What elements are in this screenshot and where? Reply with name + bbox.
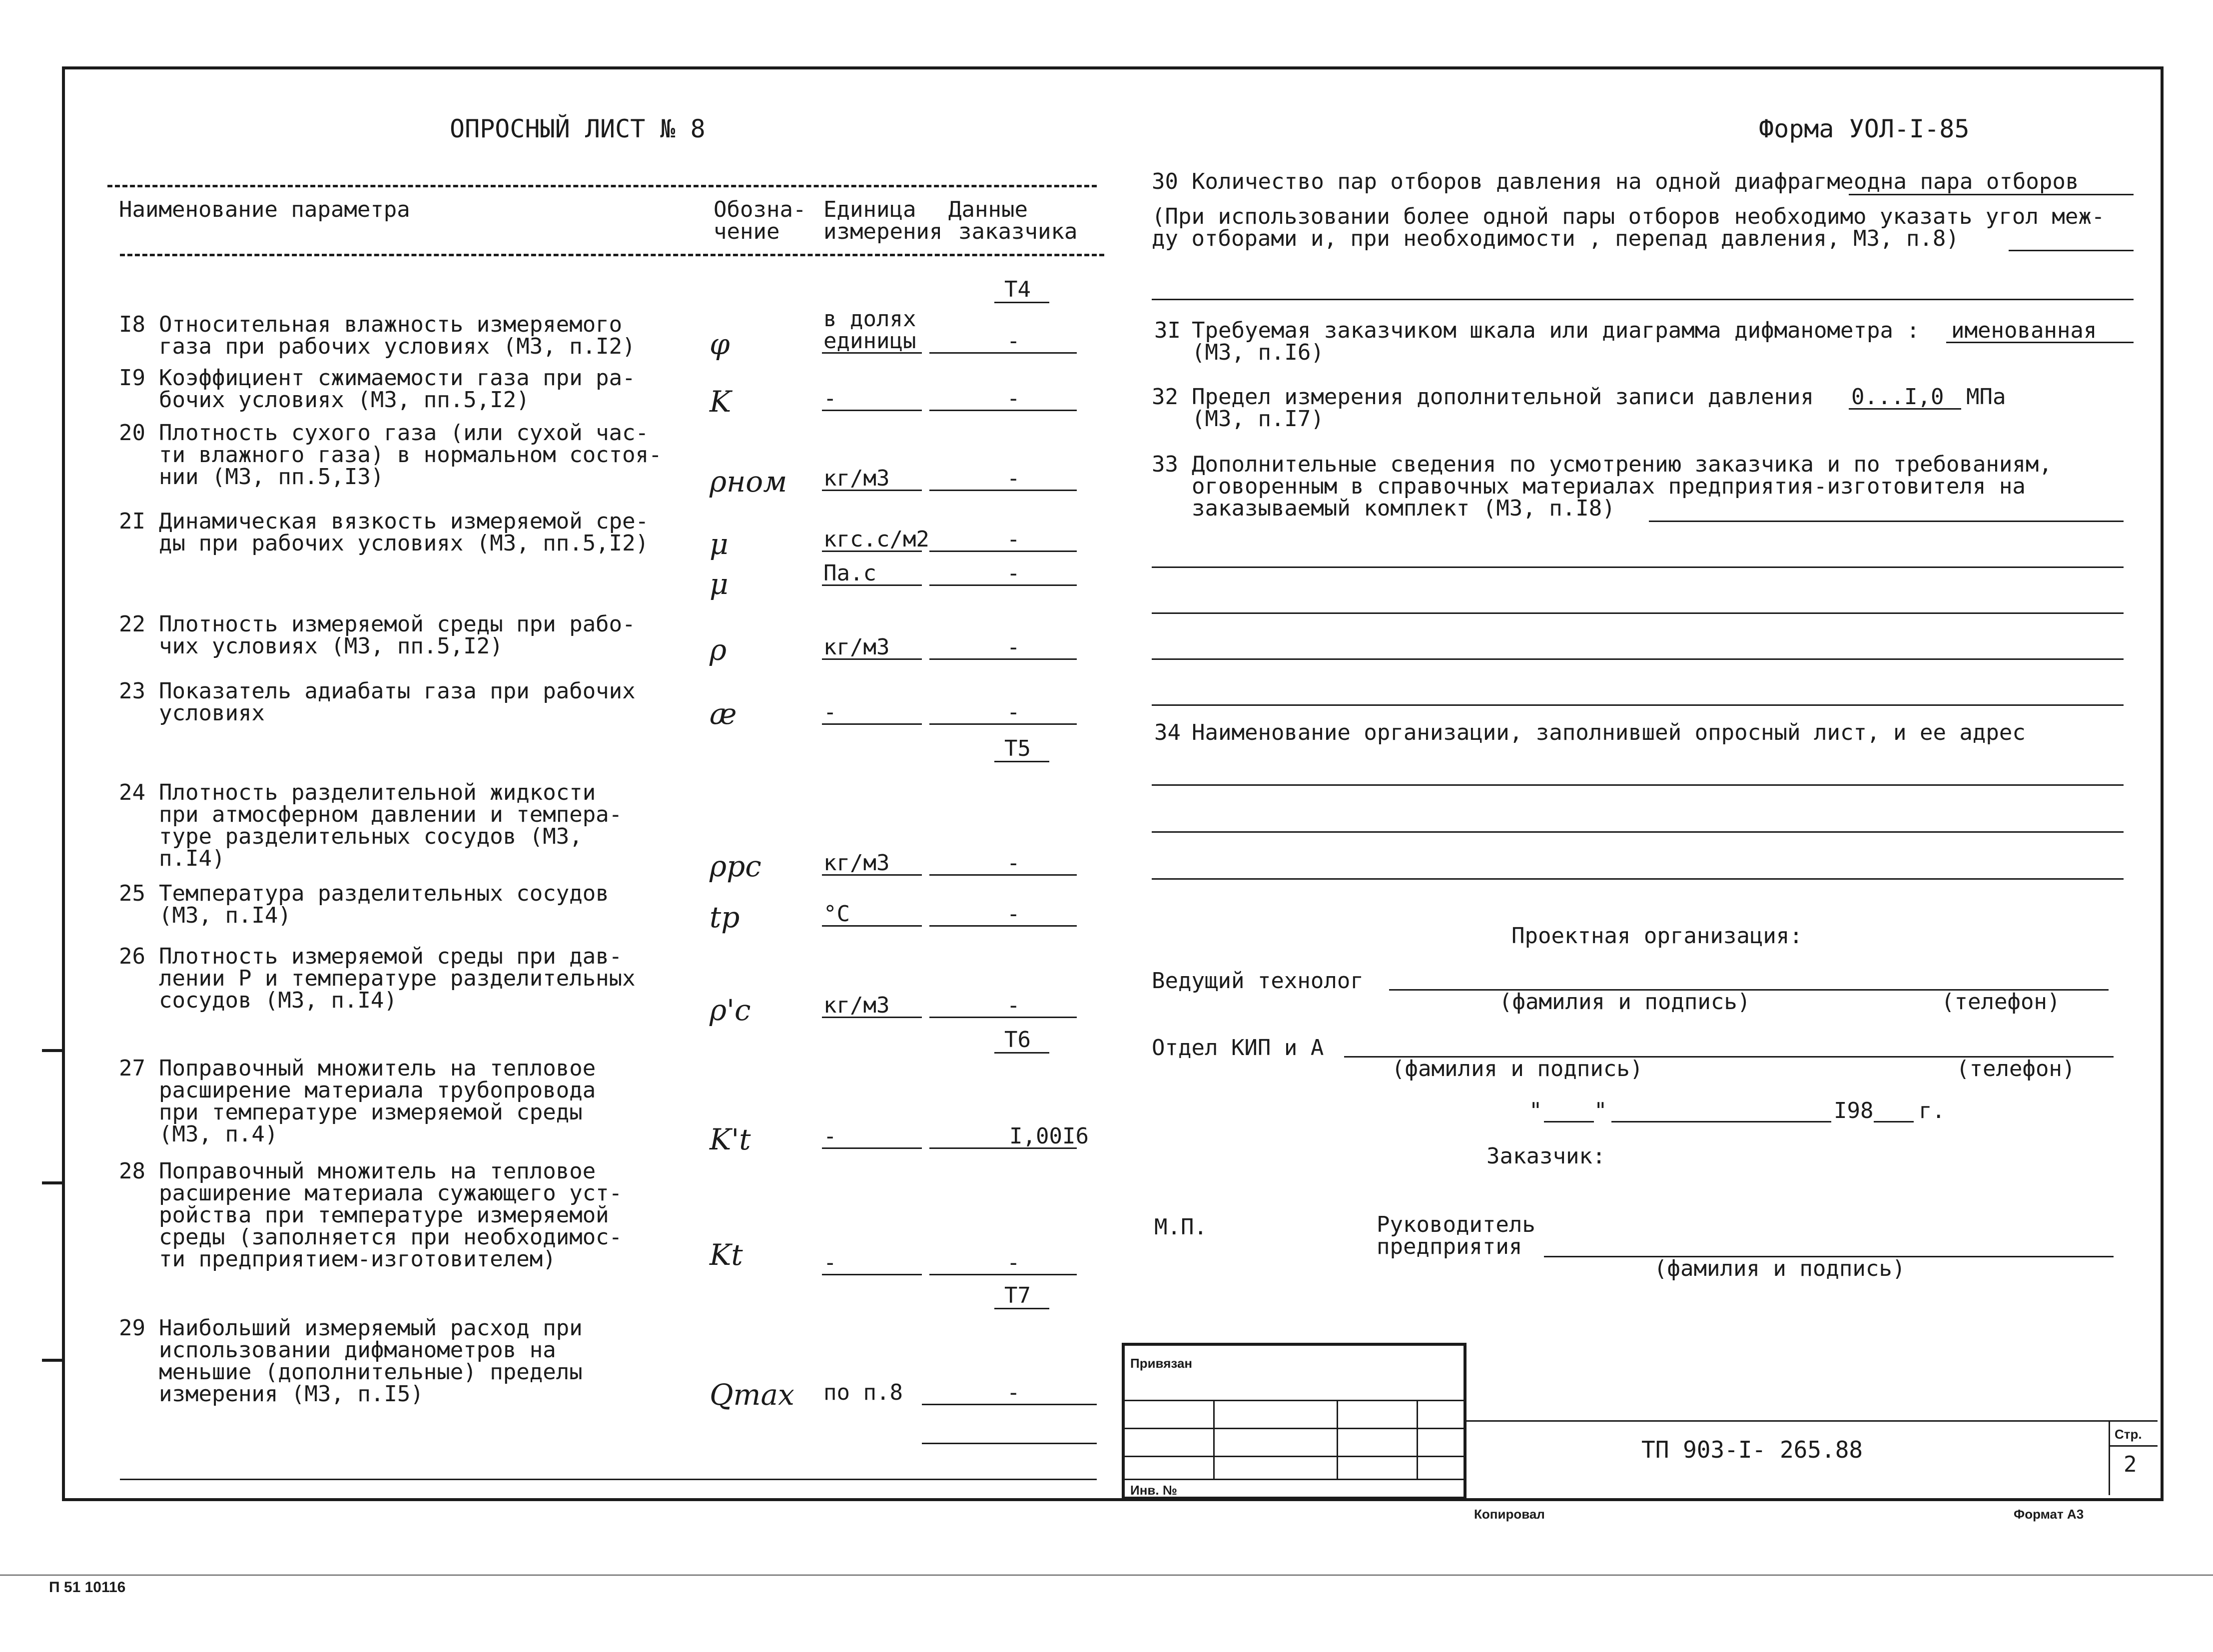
stamp-grid [1213, 1400, 1215, 1479]
row-value[interactable]: - [1007, 850, 1020, 876]
row-param-text: туре разделительных сосудов (МЗ, [159, 824, 583, 849]
row-unit-rule [822, 1017, 922, 1018]
row-symbol: Qmax [710, 1378, 794, 1412]
item-34-blank[interactable] [1152, 831, 2124, 833]
lead-technologist-label: Ведущий технолог [1152, 968, 1364, 994]
row-param-text: ды при рабочих условиях (МЗ, пп.5,I2) [159, 531, 649, 556]
row-param-text: газа при рабочих условиях (МЗ, п.I2) [159, 334, 636, 359]
row-param-text: условиях [159, 700, 265, 726]
row-unit: кг/м3 [823, 466, 890, 491]
stamp-grid [1417, 1400, 1418, 1479]
row-number: 2I [119, 509, 145, 534]
col-header-unit: измерения [823, 219, 943, 244]
date-year-prefix: I98 [1834, 1098, 1874, 1123]
item-33-text: заказываемый комплект (МЗ, п.I8) [1192, 496, 1615, 521]
page-box-divider [2109, 1420, 2110, 1495]
row-unit: °С [823, 901, 850, 927]
date-day-line[interactable] [1544, 1121, 1594, 1122]
format-label: Формат А3 [2014, 1507, 2084, 1522]
row-param-text: ройства при температуре измеряемой [159, 1202, 609, 1228]
table-label-rule [994, 1052, 1049, 1054]
row-value-rule [929, 410, 1077, 411]
row-param-text: п.I4) [159, 846, 225, 871]
row-param-text: Плотность измеряемой среды при рабо- [159, 611, 636, 637]
customer-heading: Заказчик: [1486, 1143, 1606, 1169]
row-value[interactable]: - [1007, 634, 1020, 660]
row-value-rule [929, 490, 1077, 491]
header-bottom-rule [120, 254, 1104, 256]
row-symbol: K't [710, 1122, 751, 1156]
row-param-text: использовании дифманометров на [159, 1337, 556, 1363]
row-value-rule [929, 658, 1077, 660]
item-32-value-rule [1849, 408, 1961, 410]
margin-tick [42, 1049, 62, 1052]
row-param-text: меньшие (дополнительные) пределы [159, 1359, 583, 1385]
col-header-data: Данные [948, 197, 1028, 222]
stamp-grid [1122, 1428, 1467, 1429]
item-30-text: Количество пар отборов давления на одной диафрагме [1192, 169, 1854, 194]
row-value-rule [929, 551, 1077, 552]
row-value[interactable]: - [1007, 699, 1020, 725]
row-param-text: чих условиях (МЗ, пп.5,I2) [159, 633, 503, 659]
margin-tick [42, 1359, 62, 1362]
form-code: Форма УОЛ-I-85 [1759, 114, 1970, 143]
row-unit-rule [822, 925, 922, 927]
row-param-text: Поправочный множитель на тепловое [159, 1056, 596, 1081]
date-quote-open: " [1529, 1098, 1542, 1123]
item-30-note: ду отборами и, при необходимости , перепад давления, МЗ, п.8) [1152, 226, 1959, 251]
row-value[interactable]: - [1007, 328, 1020, 354]
copied-label: Копировал [1474, 1507, 1545, 1522]
inv-label: Инв. № [1130, 1483, 1177, 1498]
privyazan-label: Привязан [1130, 1356, 1193, 1371]
title-block-top [1467, 1420, 2158, 1422]
row-param-text: Плотность разделительной жидкости [159, 780, 596, 805]
row-param-text: расширение материала трубопровода [159, 1078, 596, 1103]
row-value[interactable]: - [1007, 527, 1020, 552]
item-32-unit: МПа [1966, 384, 2006, 410]
row-unit-rule [822, 410, 922, 411]
row-unit-rule [822, 490, 922, 491]
row-value-rule [929, 584, 1077, 586]
table-label: Т7 [1004, 1283, 1031, 1308]
row-unit: кг/м3 [823, 850, 890, 876]
row-param-text: при температуре измеряемой среды [159, 1100, 583, 1125]
kip-dept-label: Отдел КИП и А [1152, 1035, 1324, 1061]
item-33-blank[interactable] [1152, 566, 2124, 568]
item-33-blank[interactable] [1152, 704, 2124, 706]
row-param-text: Динамическая вязкость измеряемой сре- [159, 509, 649, 534]
row-unit: - [823, 386, 837, 411]
row-symbol: æ [710, 697, 737, 731]
row-value[interactable]: I,00I6 [1009, 1123, 1089, 1149]
row-param-text: сосудов (МЗ, п.I4) [159, 988, 397, 1013]
row-unit-rule [822, 874, 922, 876]
stamp-grid [1122, 1479, 1467, 1480]
item-32-text: Предел измерения дополнительной записи давления [1192, 384, 1814, 410]
row-value[interactable]: - [1007, 1250, 1020, 1275]
page-box-divider [2109, 1445, 2158, 1447]
row-number: I9 [119, 365, 145, 391]
phone-hint: (телефон) [1956, 1056, 2076, 1082]
item-34-blank[interactable] [1152, 878, 2124, 880]
row-param-text: при атмосферном давлении и темпера- [159, 802, 623, 827]
seal-label: М.П. [1154, 1214, 1207, 1240]
row-unit: единицы [823, 328, 916, 354]
row-unit: - [823, 699, 837, 725]
item-31-num: 3I [1154, 318, 1181, 343]
item-33-text: оговоренным в справочных материалах предприятия-изготовителя на [1192, 474, 2026, 499]
item-34-num: 34 [1154, 720, 1181, 745]
item-33-blank[interactable] [1152, 612, 2124, 614]
phone-hint: (телефон) [1941, 989, 2061, 1015]
row-symbol: ρ'с [710, 993, 751, 1027]
row-symbol: μ [710, 527, 729, 561]
row-unit: по п.8 [823, 1380, 903, 1405]
row-symbol: φ [710, 327, 730, 361]
row-value[interactable]: - [1007, 1380, 1020, 1405]
date-year-suffix: г. [1919, 1098, 1945, 1123]
stamp-grid [1122, 1456, 1467, 1457]
row-number: 24 [119, 780, 145, 805]
item-31-text: Требуемая заказчиком шкала или диаграмма дифманометра : [1192, 318, 1920, 343]
bottom-rule [0, 1575, 2213, 1576]
row-unit: кг/м3 [823, 993, 890, 1018]
row-unit-rule [822, 551, 922, 552]
item-30-blank[interactable] [2009, 250, 2134, 251]
item-33-blank[interactable] [1649, 521, 2124, 522]
head-label: Руководитель [1377, 1212, 1535, 1237]
row-symbol: μ [710, 567, 729, 601]
row-param-text: ти влажного газа) в нормальном состоя- [159, 442, 662, 468]
row-unit: кгс.с/м2 [823, 527, 929, 552]
item-32-num: 32 [1152, 384, 1178, 410]
item-32-value[interactable]: 0...I,0 [1851, 384, 1944, 410]
row-unit-rule [822, 1274, 922, 1275]
item-33-text: Дополнительные сведения по усмотрению заказчика и по требованиям, [1192, 452, 2052, 477]
col-header-unit: Единица [823, 197, 916, 222]
row-param-text: бочих условиях (МЗ, пп.5,I2) [159, 387, 530, 413]
item-34-text: Наименование организации, заполнившей опросный лист, и ее адрес [1192, 720, 2026, 745]
document-code: ТП 903-I- 265.88 [1641, 1436, 1863, 1463]
row-unit-rule [822, 352, 922, 354]
item-32-ref: (МЗ, п.I7) [1192, 406, 1324, 432]
table-label-rule [994, 302, 1049, 303]
item-30-blank[interactable] [1152, 299, 2134, 300]
row-value-rule [929, 1274, 1077, 1275]
item-33-blank[interactable] [1152, 658, 2124, 660]
row-param-text: Относительная влажность измеряемого [159, 312, 623, 337]
row-symbol: ρном [710, 465, 787, 499]
margin-tick [42, 1181, 62, 1184]
row-number: 23 [119, 678, 145, 704]
page-number: 2 [2124, 1452, 2137, 1477]
row-param-text: Плотность сухого газа (или сухой час- [159, 420, 649, 446]
table-label-rule [994, 761, 1049, 762]
project-org-heading: Проектная организация: [1511, 923, 1803, 949]
item-34-blank[interactable] [1152, 784, 2124, 786]
row-value-rule [929, 352, 1077, 354]
row-symbol: ρ [710, 633, 727, 667]
page-title: ОПРОСНЫЙ ЛИСТ № 8 [450, 114, 706, 143]
date-month-line[interactable] [1611, 1121, 1831, 1122]
row-unit-rule [822, 1147, 922, 1149]
row-symbol: tр [710, 900, 740, 934]
row-unit: кг/м3 [823, 634, 890, 660]
head-label: предприятия [1377, 1234, 1522, 1259]
row-symbol: ρрс [710, 849, 761, 883]
row-number: 28 [119, 1158, 145, 1184]
row-param-text: Поправочный множитель на тепловое [159, 1158, 596, 1184]
row-symbol: K [710, 385, 732, 419]
header-top-rule [107, 185, 1097, 187]
row-value[interactable]: - [1007, 560, 1020, 586]
item-30-num: 30 [1152, 169, 1178, 194]
date-year-line[interactable] [1874, 1121, 1914, 1122]
item-31-ref: (МЗ, п.I6) [1192, 340, 1324, 365]
col-header-data: заказчика [958, 219, 1078, 244]
row-value-rule [929, 1017, 1077, 1018]
row-number: I8 [119, 312, 145, 337]
table-label: Т6 [1004, 1027, 1031, 1053]
signature-hint: (фамилия и подпись) [1654, 1256, 1906, 1281]
table-label-rule [994, 1308, 1049, 1309]
table-label: Т5 [1004, 736, 1031, 761]
table-label: Т4 [1004, 277, 1031, 302]
row-unit: в долях [823, 306, 916, 332]
col-header-param: Наименование параметра [119, 197, 410, 222]
row-param-text: Плотность измеряемой среды при дав- [159, 944, 623, 969]
row-number: 27 [119, 1056, 145, 1081]
signature-hint: (фамилия и подпись) [1392, 1056, 1643, 1082]
row-value[interactable]: - [1007, 466, 1020, 491]
item-33-num: 33 [1152, 452, 1178, 477]
stamp-grid [1337, 1400, 1338, 1479]
row-unit-rule [822, 584, 922, 586]
row-param-text: лении Р и температуре разделительных [159, 966, 636, 991]
item-30-value[interactable]: одна пара отборов [1854, 169, 2079, 194]
row-value[interactable]: - [1007, 993, 1020, 1018]
row-symbol: Kt [710, 1238, 743, 1272]
row-unit-rule [822, 723, 922, 725]
row-number: 26 [119, 944, 145, 969]
row-value-rule [929, 874, 1077, 876]
row-number: 25 [119, 881, 145, 906]
row-value[interactable]: - [1007, 386, 1020, 411]
row-value-rule [922, 1404, 1097, 1405]
row-value-rule [929, 723, 1077, 725]
row-param-text: Температура разделительных сосудов [159, 881, 609, 906]
row-value[interactable]: - [1007, 901, 1020, 927]
row-param-text: (МЗ, п.I4) [159, 903, 291, 928]
row-param-text: (МЗ, п.4) [159, 1121, 278, 1147]
row-param-text: Наибольший измеряемый расход при [159, 1315, 583, 1341]
bottom-code: П 51 10116 [49, 1579, 126, 1596]
row-param-text: Коэффициент сжимаемости газа при ра- [159, 365, 636, 391]
blank-line [120, 1479, 1097, 1480]
row-param-text: Показатель адиабаты газа при рабочих [159, 678, 636, 704]
row-value-rule [929, 1147, 1077, 1149]
row-param-text: ти предприятием-изготовителем) [159, 1246, 556, 1272]
row-param-text: среды (заполняется при необходимос- [159, 1224, 623, 1250]
row-param-text: расширение материала сужающего уст- [159, 1180, 623, 1206]
stamp-grid [1122, 1400, 1467, 1401]
col-header-symbol: Обозна- [714, 197, 806, 222]
row-value-rule [929, 925, 1077, 927]
item-30-value-rule [1849, 194, 2134, 195]
col-header-symbol: чение [714, 219, 780, 244]
item-31-value[interactable]: именованная [1951, 318, 2097, 343]
date-quote-close: " [1594, 1098, 1607, 1123]
signature-hint: (фамилия и подпись) [1499, 989, 1751, 1015]
page-label: Стр. [2115, 1427, 2142, 1442]
row-param-text: нии (МЗ, пп.5,I3) [159, 464, 384, 490]
blank-line [922, 1443, 1097, 1444]
row-unit-rule [822, 658, 922, 660]
row-number: 22 [119, 611, 145, 637]
row-param-text: измерения (МЗ, п.I5) [159, 1381, 424, 1407]
item-30-note: (При использовании более одной пары отборов необходимо указать угол меж- [1152, 204, 2105, 229]
row-unit: - [823, 1250, 837, 1275]
row-number: 20 [119, 420, 145, 446]
item-31-value-rule [1946, 342, 2134, 343]
row-unit: - [823, 1123, 837, 1149]
row-unit: Па.с [823, 560, 876, 586]
row-number: 29 [119, 1315, 145, 1341]
